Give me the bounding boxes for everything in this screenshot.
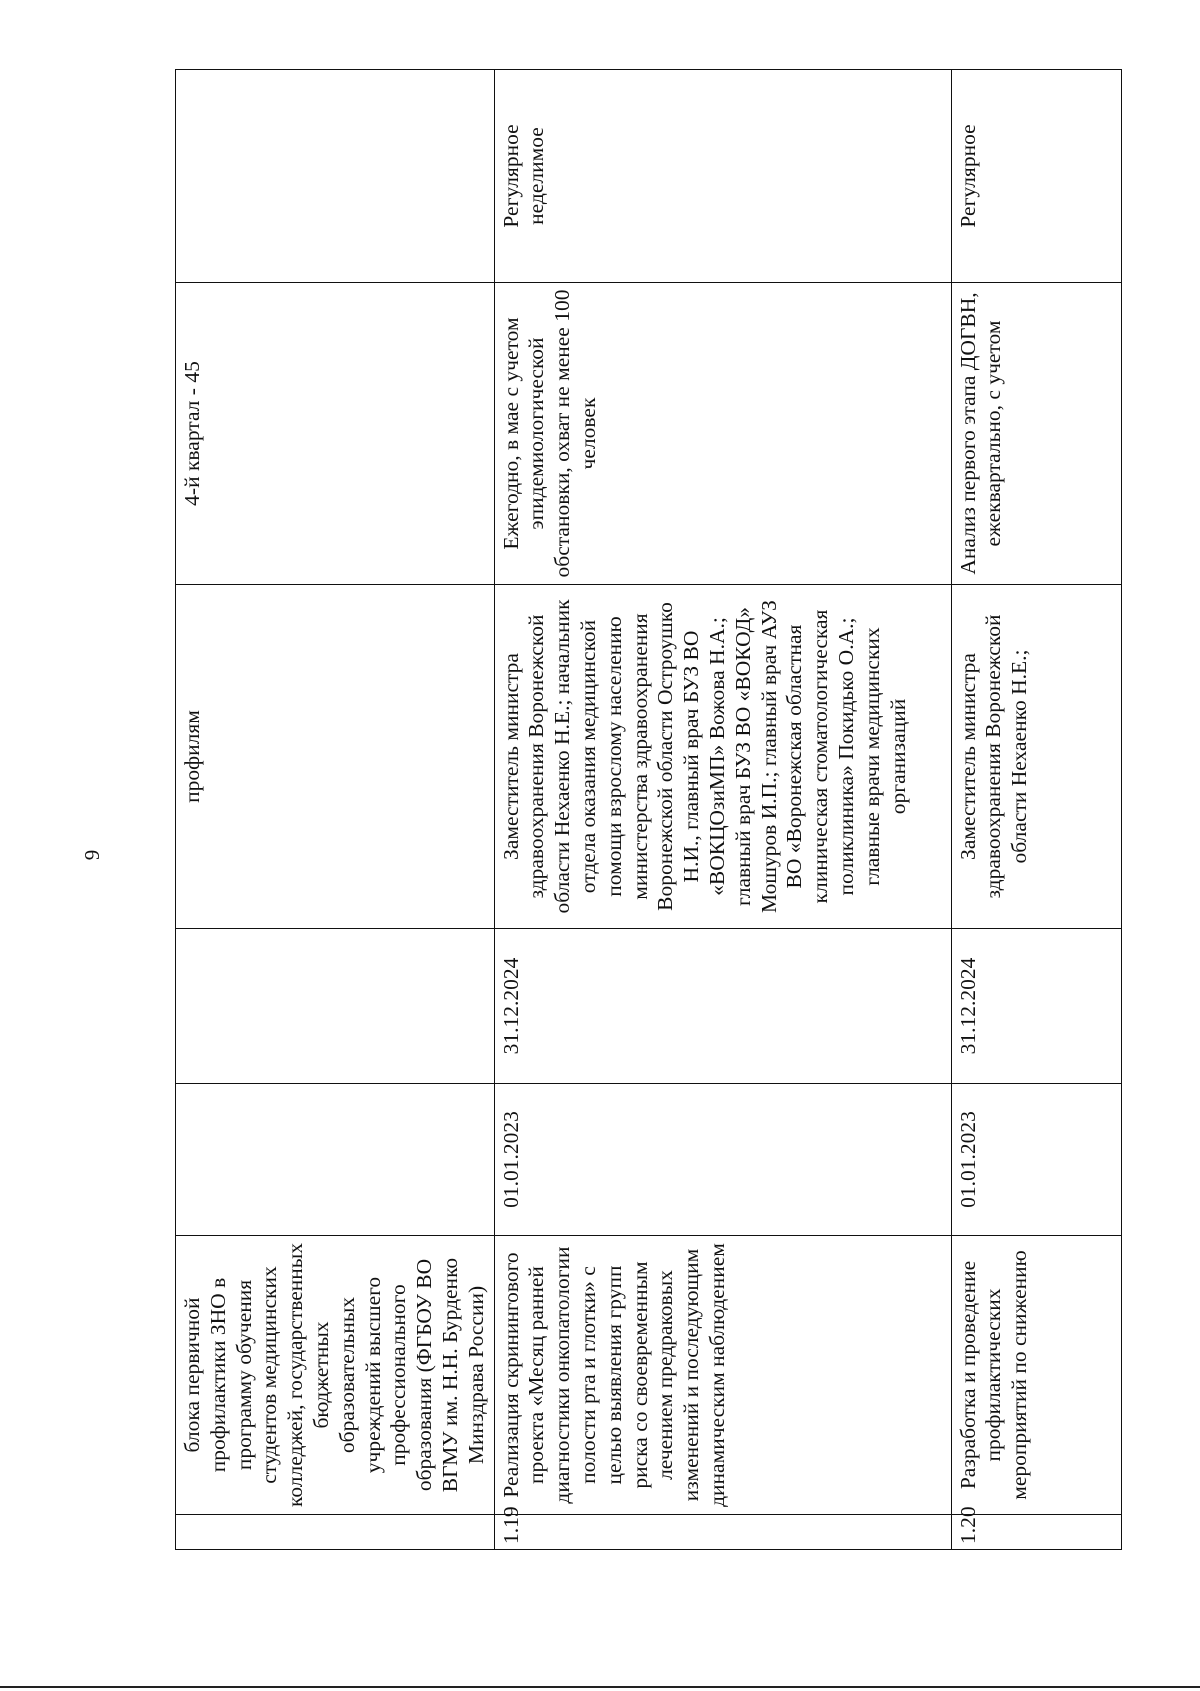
type-cell: Регулярное xyxy=(951,70,1121,283)
rotated-table-container xyxy=(175,70,1110,1550)
type-cell xyxy=(176,70,495,283)
responsible-cell: профилям xyxy=(176,585,495,929)
table-row xyxy=(494,70,951,1550)
bottom-edge-line xyxy=(0,1686,1200,1688)
result-cell: Анализ первого этапа ДОГВН, ежеквартально, с учетом xyxy=(951,283,1121,585)
type-cell: Регулярное неделимое xyxy=(494,70,951,283)
start-date-cell: 01.01.2023 xyxy=(494,1084,951,1236)
page-number: 9 xyxy=(79,849,104,861)
end-date-cell: 31.12.2024 xyxy=(951,929,1121,1084)
start-date-cell: 01.01.2023 xyxy=(951,1084,1121,1236)
event-cell: блока первичной профилактики ЗНО в программу обучения студентов медицинских колледжей, государственных бюджетных образовательных учреждений высшего профессионального образования (ФГБОУ ВО ВГМУ им. Н.Н. Бурденко Минздрава России) xyxy=(176,1236,495,1515)
table-row xyxy=(951,70,1121,1550)
event-cell: Реализация скринингового проекта «Месяц ранней диагностики онкопатологии полости рта и глотки» с целью выявления групп риска со своевременным лечением предраковых изменений и последующим динамическим наблюдением xyxy=(494,1236,951,1515)
end-date-cell: 31.12.2024 xyxy=(494,929,951,1084)
row-number-cell xyxy=(176,1515,495,1550)
end-date-cell xyxy=(176,929,495,1084)
event-cell: Разработка и проведение профилактических мероприятий по снижению xyxy=(951,1236,1121,1515)
responsible-cell: Заместитель министра здравоохранения Воронежской области Нехаенко Н.Е.; xyxy=(951,585,1121,929)
measures-table xyxy=(175,69,1122,1550)
start-date-cell xyxy=(176,1084,495,1236)
result-cell: Ежегодно, в мае с учетом эпидемиологической обстановки, охват не менее 100 человек xyxy=(494,283,951,585)
row-number-cell: 1.20 xyxy=(951,1515,1121,1550)
responsible-cell: Заместитель министра здравоохранения Воронежской области Нехаенко Н.Е.; начальник отдела оказания медицинской помощи взрослому населению министерства здравоохранения Воронежской области Остроушко Н.И., главный врач БУЗ ВО «ВОКЦОзиМП» Вожова Н.А.; главный врач БУЗ ВО «ВОКОД» Мошуров И.П.; главный врач АУЗ ВО «Воронежская областная клиническая стоматологическая поликлиника» Покидько О.А.; главные врачи медицинских организаций xyxy=(494,585,951,929)
row-number-cell: 1.19 xyxy=(494,1515,951,1550)
table-row xyxy=(176,70,495,1550)
result-cell: 4-й квартал - 45 xyxy=(176,283,495,585)
